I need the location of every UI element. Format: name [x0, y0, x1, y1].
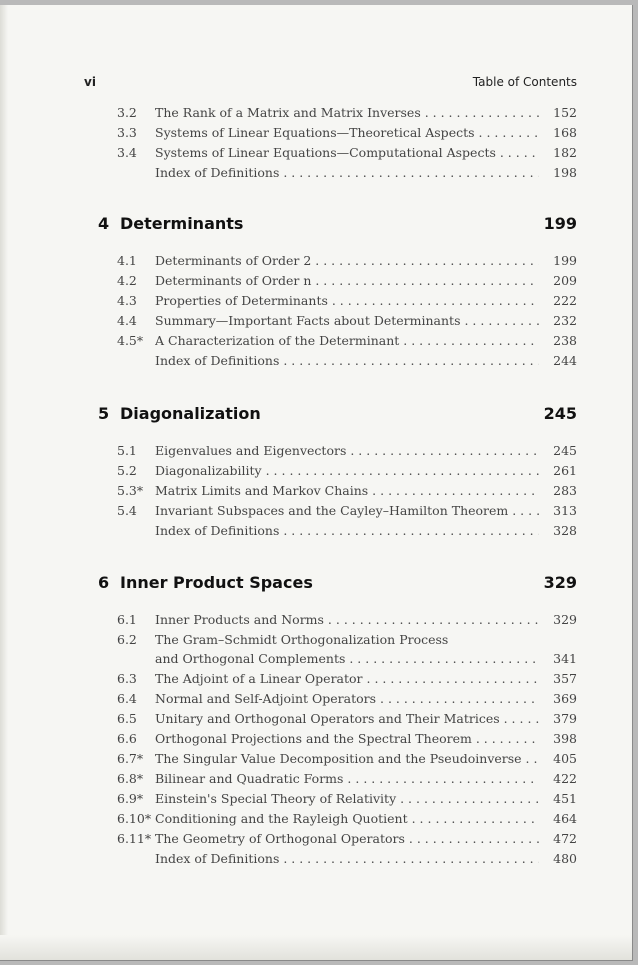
- page-edge-shadow: [0, 5, 8, 960]
- chapter-heading: [98, 212, 577, 236]
- section-number: [117, 849, 155, 869]
- section-number: 4.4: [117, 313, 137, 328]
- section-page: 451: [539, 789, 577, 809]
- toc-entry: [117, 291, 577, 311]
- toc-entry: [117, 351, 577, 371]
- section-number: 6.4: [117, 691, 137, 706]
- section-page: 238: [539, 331, 577, 351]
- section-page: 357: [539, 669, 577, 689]
- section-number: 6.9*: [117, 791, 144, 806]
- chapter-number: 6: [98, 573, 110, 592]
- toc-entry: [117, 103, 577, 123]
- chapter-page: 329: [543, 573, 577, 592]
- toc-entry: [117, 630, 577, 650]
- section-title: and Orthogonal Complements . . .: [155, 649, 539, 669]
- section-page: 198: [539, 163, 577, 183]
- section-page: 313: [539, 501, 577, 521]
- section-page: 405: [539, 749, 577, 769]
- toc-entry: [117, 610, 577, 630]
- section-number: 5.4: [117, 503, 137, 518]
- chapter-page: 199: [543, 214, 577, 233]
- section-title: Matrix Limits and Markov Chains . . .: [155, 481, 539, 501]
- toc-entry: [117, 669, 577, 689]
- section-title: Systems of Linear Equations—Theoretical Aspects . . .: [155, 123, 539, 143]
- section-number: 5.3*: [117, 483, 144, 498]
- toc-entry: [117, 789, 577, 809]
- section-page: 244: [539, 351, 577, 371]
- section-title: Properties of Determinants . . .: [155, 291, 539, 311]
- section-number: 4.1: [117, 253, 137, 268]
- page-bottom-shadow: [0, 935, 632, 960]
- section-title: The Adjoint of a Linear Operator . . .: [155, 669, 539, 689]
- section-number: 6.6: [117, 731, 137, 746]
- section-page: 472: [539, 829, 577, 849]
- section-page: 341: [539, 649, 577, 669]
- page-number: vi: [84, 75, 96, 89]
- section-title: Inner Products and Norms . . .: [155, 610, 539, 630]
- section-title: Summary—Important Facts about Determinants . . .: [155, 311, 539, 331]
- section-number: 3.2: [117, 105, 137, 120]
- chapter-page: 245: [543, 404, 577, 423]
- section-number: [117, 649, 155, 669]
- section-page: 182: [539, 143, 577, 163]
- section-page: 422: [539, 769, 577, 789]
- toc-entry: [117, 481, 577, 501]
- section-title: Index of Definitions . . .: [155, 849, 539, 869]
- toc-entry: [117, 163, 577, 183]
- chapter-heading: [98, 571, 577, 595]
- section-number: 3.4: [117, 145, 137, 160]
- section-page: 464: [539, 809, 577, 829]
- section-title: Eigenvalues and Eigenvectors . . .: [155, 441, 539, 461]
- toc-entry: [117, 689, 577, 709]
- section-number: 3.3: [117, 125, 137, 140]
- chapter-title: Determinants: [120, 214, 244, 233]
- section-page: 283: [539, 481, 577, 501]
- section-page: 222: [539, 291, 577, 311]
- section-number: 5.2: [117, 463, 137, 478]
- chapter-title: Inner Product Spaces: [120, 573, 313, 592]
- toc-entry: [117, 769, 577, 789]
- section-title: Einstein's Special Theory of Relativity . . .: [155, 789, 539, 809]
- section-page: 369: [539, 689, 577, 709]
- section-title: Determinants of Order 2 . . .: [155, 251, 539, 271]
- toc-entry: [117, 271, 577, 291]
- toc-entry: [117, 829, 577, 849]
- section-number: 6.2: [117, 632, 137, 647]
- section-page: 261: [539, 461, 577, 481]
- section-number: 6.7*: [117, 751, 144, 766]
- section-page: 168: [539, 123, 577, 143]
- toc-entry: [117, 251, 577, 271]
- section-page: 328: [539, 521, 577, 541]
- section-title: Index of Definitions . . .: [155, 521, 539, 541]
- section-title: Conditioning and the Rayleigh Quotient . . .: [155, 809, 539, 829]
- chapter-number: 5: [98, 404, 110, 423]
- section-title: Diagonalizability . . .: [155, 461, 539, 481]
- section-title: Index of Definitions . . .: [155, 351, 539, 371]
- section-title: Invariant Subspaces and the Cayley–Hamilton Theorem . . .: [155, 501, 539, 521]
- running-title: Table of Contents: [472, 75, 577, 89]
- section-number: 5.1: [117, 443, 137, 458]
- toc-entry: [117, 709, 577, 729]
- section-number: 6.10*: [117, 811, 152, 826]
- section-page: 480: [539, 849, 577, 869]
- toc-entry: [117, 331, 577, 351]
- section-number: [117, 163, 155, 183]
- section-title: Bilinear and Quadratic Forms . . .: [155, 769, 539, 789]
- section-title: Index of Definitions . . .: [155, 163, 539, 183]
- toc-entry: [117, 521, 577, 541]
- section-title: Systems of Linear Equations—Computational Aspects . . .: [155, 143, 539, 163]
- book-page: [0, 5, 633, 961]
- section-number: 6.3: [117, 671, 137, 686]
- section-number: [117, 521, 155, 541]
- toc-entry: [117, 143, 577, 163]
- toc-entry: [117, 123, 577, 143]
- toc-entry: [117, 729, 577, 749]
- toc-entry: [117, 441, 577, 461]
- section-page: 152: [539, 103, 577, 123]
- section-title: The Gram–Schmidt Orthogonalization Process: [155, 632, 449, 647]
- section-number: 4.2: [117, 273, 137, 288]
- section-page: 398: [539, 729, 577, 749]
- section-number: 6.5: [117, 711, 137, 726]
- section-title: Determinants of Order n . . .: [155, 271, 539, 291]
- section-title: Unitary and Orthogonal Operators and Their Matrices . . .: [155, 709, 539, 729]
- toc-entry: [117, 461, 577, 481]
- section-page: 199: [539, 251, 577, 271]
- chapter-number: 4: [98, 214, 110, 233]
- section-number: 6.11*: [117, 831, 152, 846]
- section-page: 209: [539, 271, 577, 291]
- section-title: Normal and Self-Adjoint Operators . . .: [155, 689, 539, 709]
- section-title: The Singular Value Decomposition and the Pseudoinverse . . .: [155, 749, 539, 769]
- section-number: [117, 351, 155, 371]
- toc-entry: [117, 311, 577, 331]
- toc-entry: [117, 749, 577, 769]
- section-page: 232: [539, 311, 577, 331]
- section-title: The Geometry of Orthogonal Operators . . .: [155, 829, 539, 849]
- section-number: 4.5*: [117, 333, 144, 348]
- section-number: 6.1: [117, 612, 137, 627]
- section-page: 245: [539, 441, 577, 461]
- section-title: Orthogonal Projections and the Spectral Theorem . . .: [155, 729, 539, 749]
- section-title: A Characterization of the Determinant . . .: [155, 331, 539, 351]
- toc-entry: [117, 501, 577, 521]
- section-title: The Rank of a Matrix and Matrix Inverses . . .: [155, 103, 539, 123]
- section-number: 4.3: [117, 293, 137, 308]
- section-page: [539, 630, 577, 650]
- toc-entry: [117, 809, 577, 829]
- section-number: 6.8*: [117, 771, 144, 786]
- chapter-title: Diagonalization: [120, 404, 261, 423]
- section-page: 379: [539, 709, 577, 729]
- toc-entry: [117, 649, 577, 669]
- section-page: 329: [539, 610, 577, 630]
- chapter-heading: [98, 402, 577, 426]
- toc-entry: [117, 849, 577, 869]
